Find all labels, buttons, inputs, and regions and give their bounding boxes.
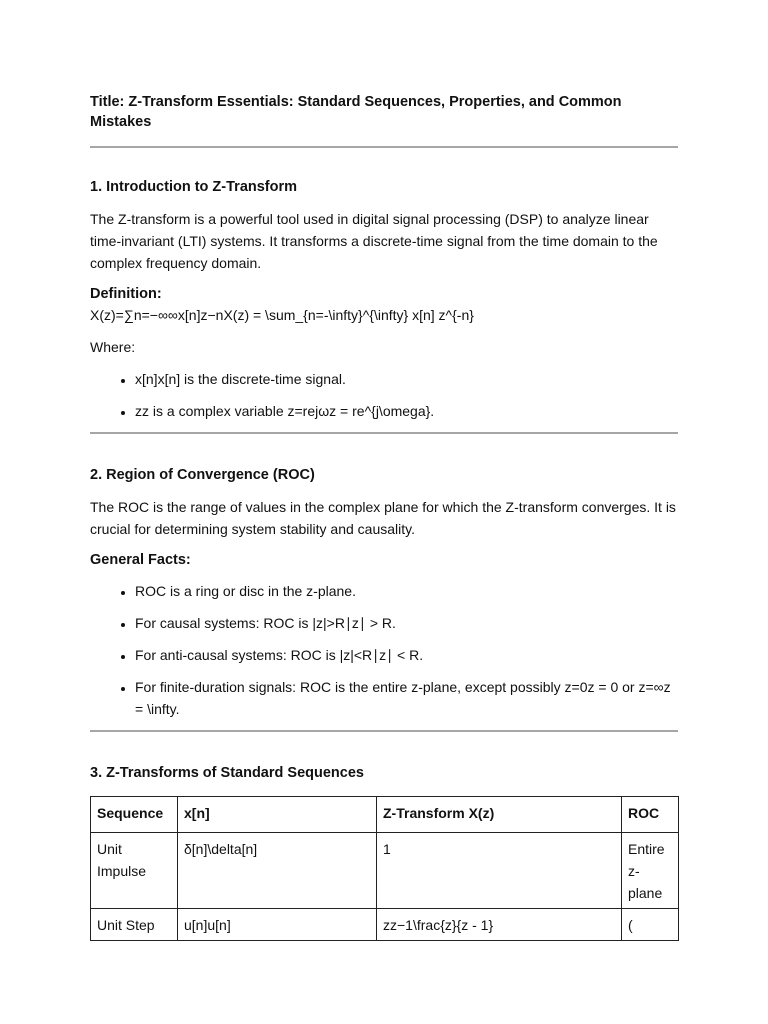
table-cell: 1 <box>377 833 622 909</box>
list-item: • x[n]x[n] is the discrete-time signal. <box>135 368 678 390</box>
table-row <box>91 909 679 941</box>
column-header-roc: ROC <box>622 797 679 833</box>
table-cell: zz−1\frac{z}{z - 1} <box>377 909 622 941</box>
roc-facts-list <box>90 580 678 720</box>
column-header-xn: x[n] <box>178 797 377 833</box>
section-heading-introduction: 1. Introduction to Z-Transform <box>90 179 298 195</box>
document-title: Title: Z-Transform Essentials: Standard Sequences, Properties, and Common Mistakes <box>90 94 622 130</box>
table-cell: Unit Step <box>91 909 178 941</box>
section-heading-standard-sequences: 3. Z-Transforms of Standard Sequences <box>90 765 364 781</box>
section-heading-roc: 2. Region of Convergence (ROC) <box>90 467 315 483</box>
standard-sequences-table <box>90 796 679 941</box>
divider <box>90 146 678 148</box>
table-row <box>91 833 679 909</box>
table-cell: Entire z-plane <box>622 833 679 909</box>
definition-bullet-list <box>90 368 678 422</box>
intro-paragraph: The Z-transform is a powerful tool used in digital signal processing (DSP) to analyze linear time-invariant (LTI) systems. It transforms a discrete-time signal from the time domain to the complex frequency domain. <box>90 211 658 271</box>
where-label: Where: <box>90 339 136 355</box>
general-facts-label: General Facts: <box>90 552 191 568</box>
list-item: • For causal systems: ROC is |z|>R∣z∣ > R. <box>135 612 678 634</box>
roc-paragraph: The ROC is the range of values in the complex plane for which the Z-transform converges. It is crucial for determining system stability and causality. <box>90 499 676 537</box>
table-cell: Unit Impulse <box>91 833 178 909</box>
list-item: • For finite-duration signals: ROC is the entire z-plane, except possibly z=0z = 0 or z=∞z = \infty. <box>135 676 678 720</box>
column-header-sequence: Sequence <box>91 797 178 833</box>
definition-formula: X(z)=∑n=−∞∞x[n]z−nX(z) = \sum_{n=-\infty}^{\infty} x[n] z^{-n} <box>90 307 474 323</box>
table-header-row <box>91 797 679 833</box>
list-item: • ROC is a ring or disc in the z-plane. <box>135 580 678 602</box>
table-cell: u[n]u[n] <box>178 909 377 941</box>
table-cell: δ[n]\delta[n] <box>178 833 377 909</box>
list-item: • zz is a complex variable z=rejωz = re^{j\omega}. <box>135 400 678 422</box>
definition-label: Definition: <box>90 286 162 302</box>
table-cell: ( <box>622 909 679 941</box>
column-header-z-transform: Z-Transform X(z) <box>377 797 622 833</box>
divider <box>90 730 678 732</box>
divider <box>90 432 678 434</box>
list-item: • For anti-causal systems: ROC is |z|<R∣z∣ < R. <box>135 644 678 666</box>
